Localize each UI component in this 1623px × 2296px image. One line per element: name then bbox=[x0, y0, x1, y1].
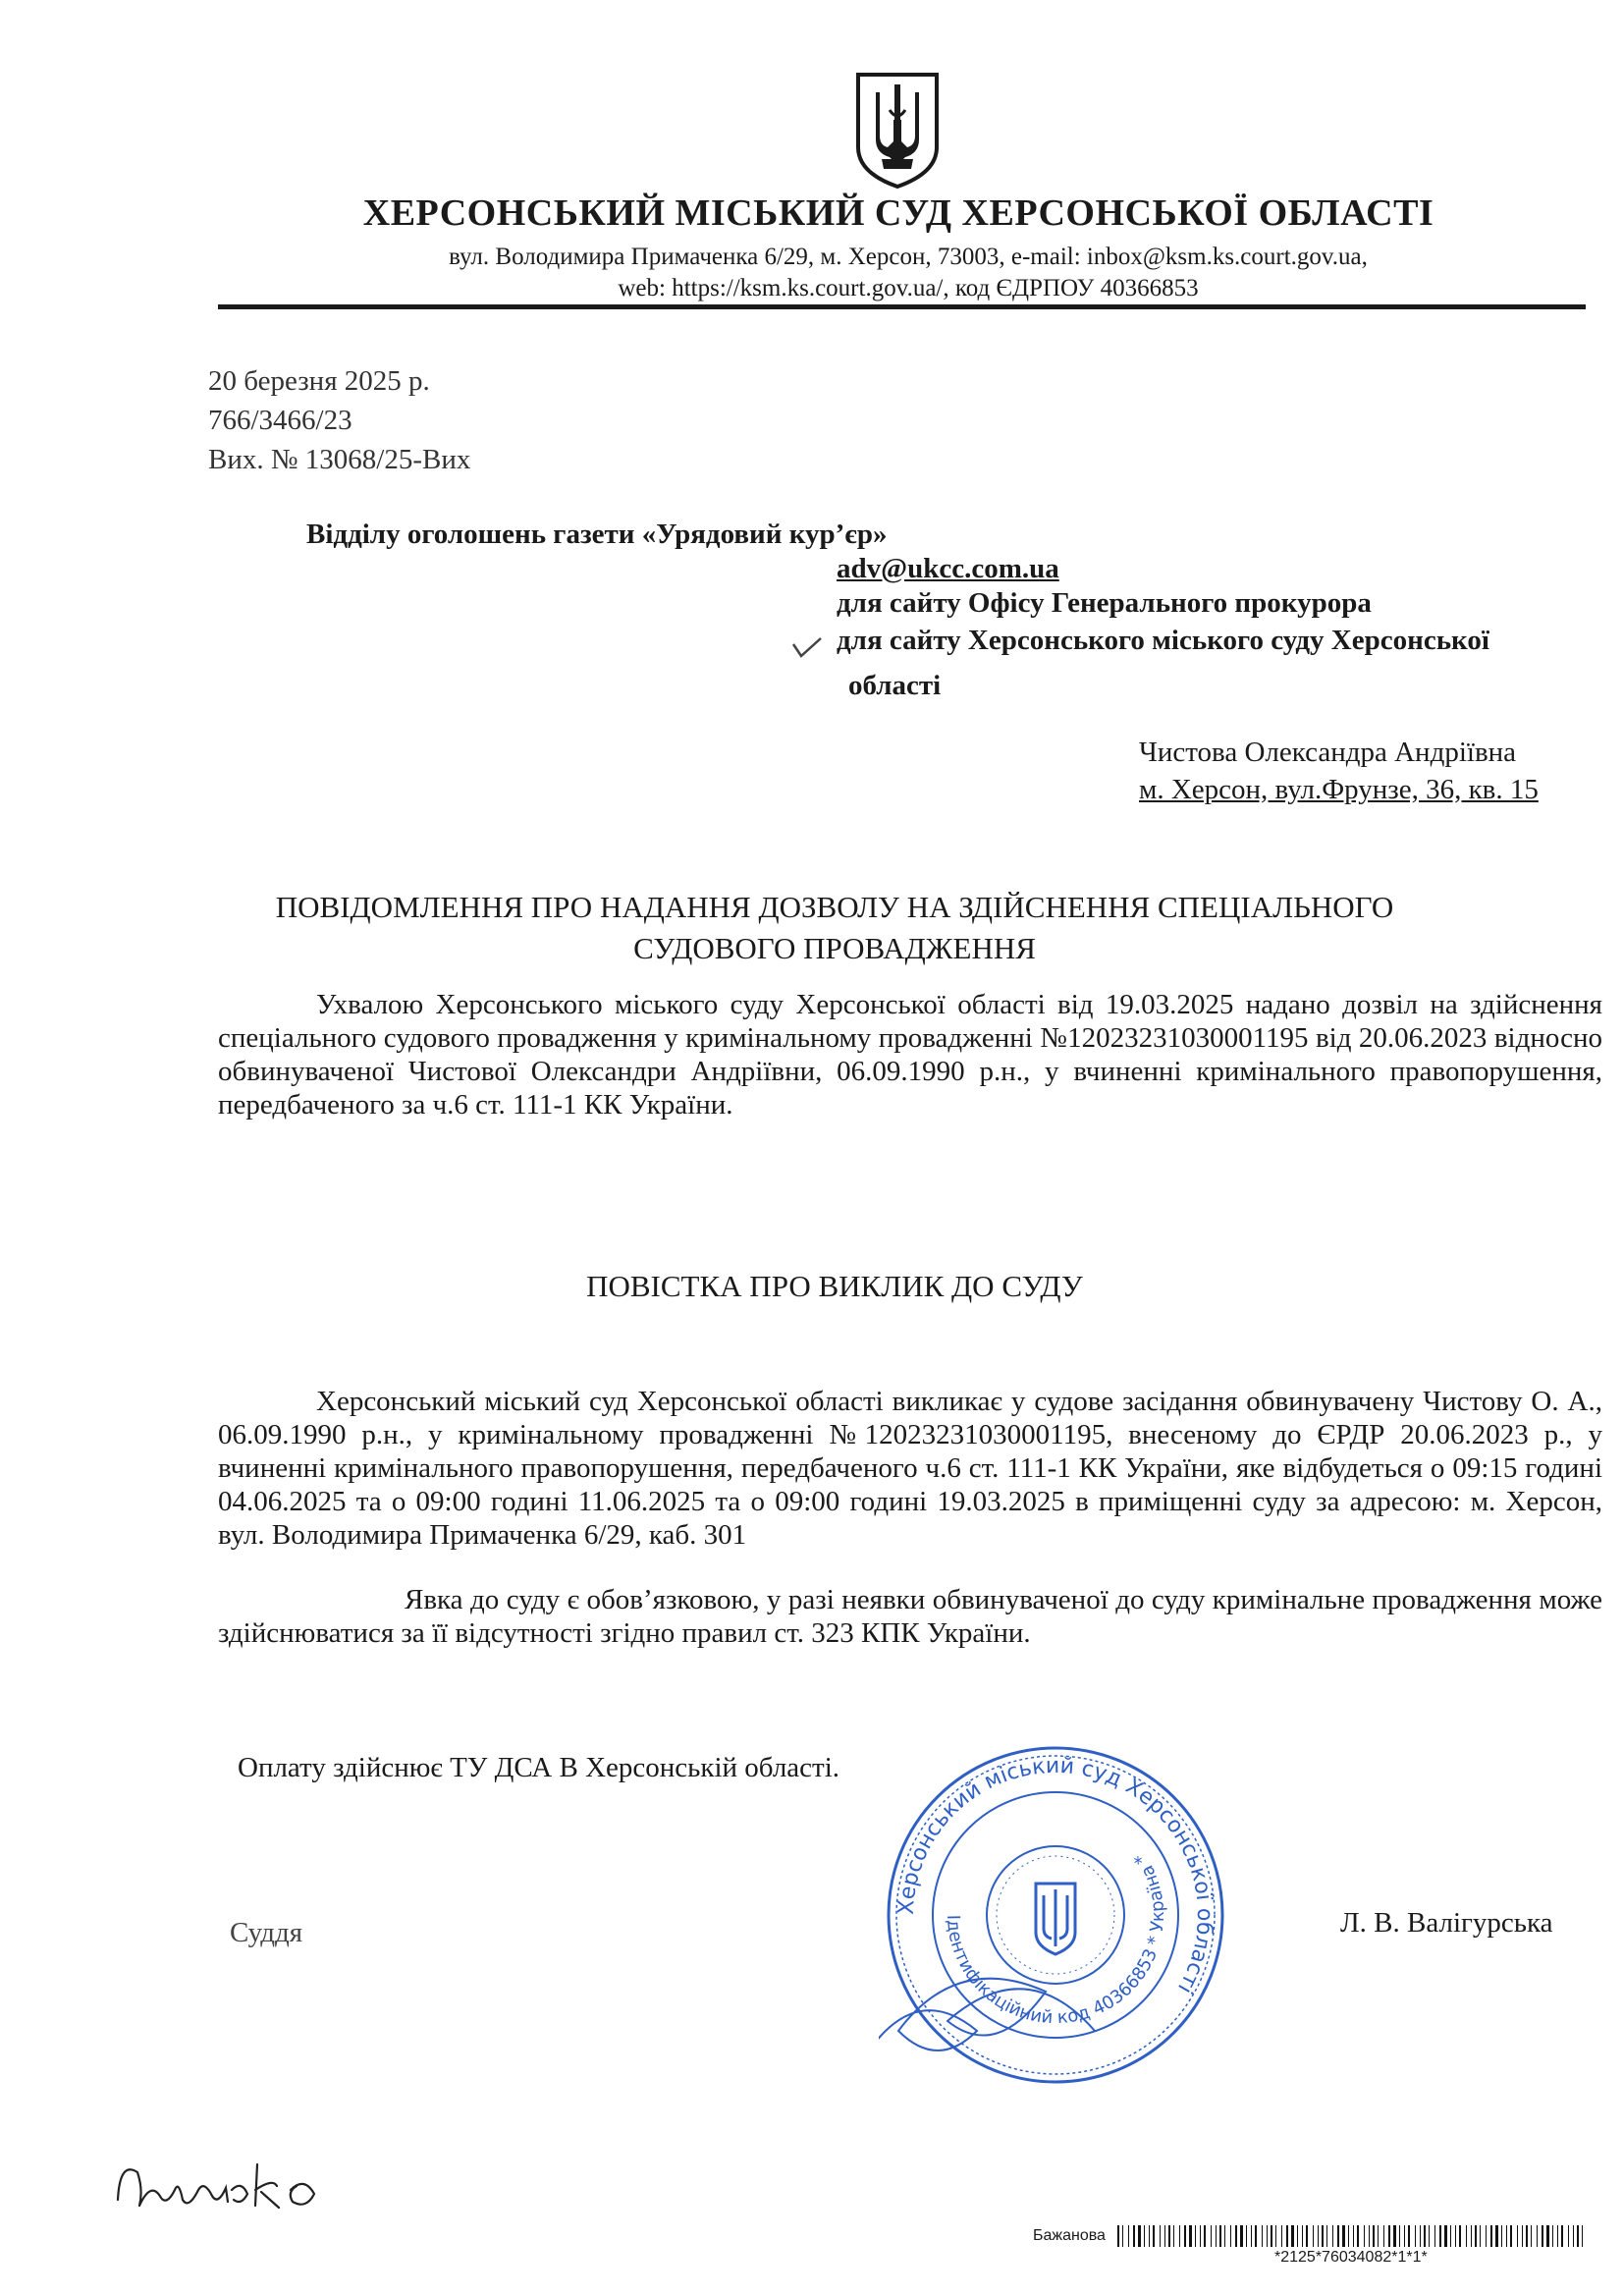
summons-body: Херсонський міський суд Херсонської області викликає у судове засідання обвинувачену Чистову О. А., 06.09.1990 р.н., у кримінальному провадженні №12023231030001195, внесеному до ЄРДР 20.06.2023 р., у вчиненні кримінального правопорушення, передбаченого ч.6 ст. 111-1 КК України, яке відбудеться о 09:15 годині 04.06.2025 та о 09:00 годині 11.06.2025 та о 09:00 годині 19.03.2025 в приміщенні суду за адресою: м. Херсон, вул. Володимира Примаченка 6/29, каб. 301 bbox=[218, 1386, 1602, 1551]
notice-heading-cont: СУДОВОГО ПРОВАДЖЕННЯ bbox=[633, 931, 1036, 965]
outgoing-number: Вих. № 13068/25-Вих bbox=[208, 444, 471, 475]
document-date: 20 березня 2025 р. bbox=[208, 365, 430, 397]
recipient-email: adv@ukcc.com.ua bbox=[837, 553, 1059, 584]
header-divider bbox=[218, 304, 1586, 309]
trident-emblem-icon bbox=[852, 71, 943, 191]
summons-attendance: Явка до суду є обов’язковою, у разі неявки обвинуваченої до суду кримінальне провадження може здійснюватися за її відсутності згідно правил ст. 323 КПК України. bbox=[218, 1584, 1602, 1649]
checkmark-icon bbox=[791, 636, 823, 660]
recipient-newspaper: Відділу оголошень газети «Урядовий кур’єр» bbox=[306, 519, 888, 550]
court-name: ХЕРСОНСЬКИЙ МІСЬКИЙ СУД ХЕРСОНСЬКОЇ ОБЛАСТІ bbox=[362, 192, 1434, 234]
handwritten-note bbox=[110, 2151, 355, 2219]
recipient-court-site: для сайту Херсонського міського суду Херсонської bbox=[837, 625, 1489, 656]
judge-name: Л. В. Валігурська bbox=[1340, 1907, 1553, 1939]
notice-body: Ухвалою Херсонського міського суду Херсонської області від 19.03.2025 надано дозвіл на здійснення спеціального судового провадження у кримінальному провадженні №12023231030001195 від 20.06.2023 відносно обвинуваченої Чистової Олександри Андріївни, 06.09.1990 р.н., у вчиненні кримінального правопорушення, передбаченого за ч.6 ст. 111-1 КК України. bbox=[218, 989, 1602, 1121]
recipient-court-site-cont: області bbox=[848, 670, 942, 701]
addressee-name: Чистова Олександра Андріївна bbox=[1139, 737, 1517, 768]
recipient-prosecutor: для сайту Офісу Генерального прокурора bbox=[837, 587, 1372, 619]
payment-note: Оплату здійснює ТУ ДСА В Херсонській області. bbox=[238, 1752, 840, 1783]
barcode-label: Бажанова bbox=[1033, 2227, 1106, 2244]
barcode-text: *2125*76034082*1*1* bbox=[1274, 2249, 1428, 2266]
court-seal-stamp bbox=[879, 1736, 1232, 2095]
court-web: web: https://ksm.ks.court.gov.ua/, код ЄДРПОУ 40366853 bbox=[618, 275, 1199, 301]
judge-label: Суддя bbox=[230, 1917, 303, 1948]
svg-text:Ідентифікаційний код 40366853: Ідентифікаційний код 40366853 * Україна * bbox=[942, 1848, 1169, 2029]
summons-heading: ПОВІСТКА ПРО ВИКЛИК ДО СУДУ bbox=[586, 1269, 1083, 1303]
svg-text:Херсонський міський суд Херсон: Херсонський міський суд Херсонської області bbox=[893, 1753, 1217, 1998]
notice-heading: ПОВІДОМЛЕННЯ ПРО НАДАННЯ ДОЗВОЛУ НА ЗДІЙСНЕННЯ СПЕЦІАЛЬНОГО bbox=[275, 890, 1394, 924]
addressee-address: м. Херсон, вул.Фрунзе, 36, кв. 15 bbox=[1139, 774, 1539, 805]
court-address: вул. Володимира Примаченка 6/29, м. Херсон, 73003, e-mail: inbox@ksm.ks.court.gov.ua, bbox=[449, 244, 1368, 270]
case-number: 766/3466/23 bbox=[208, 405, 352, 436]
barcode bbox=[1117, 2225, 1587, 2247]
